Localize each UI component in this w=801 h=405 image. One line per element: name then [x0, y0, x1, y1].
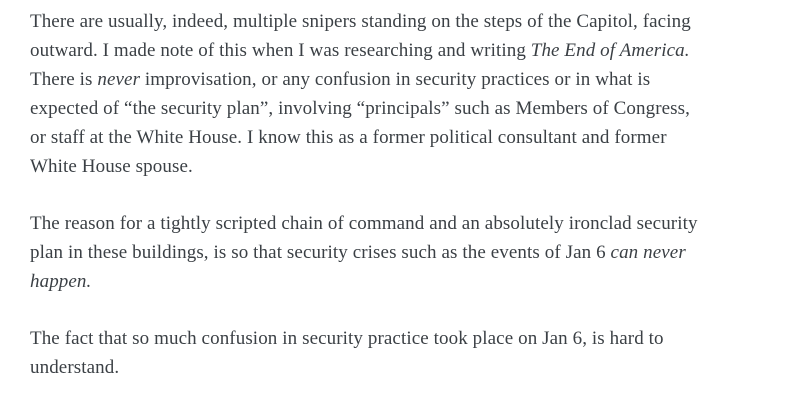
italic-text-run: happen. — [30, 271, 92, 292]
italic-text-run: never — [97, 69, 141, 90]
text-run: White House spouse. — [30, 156, 193, 177]
text-run: outward. I made note of this when I was researching and writing — [30, 40, 531, 61]
italic-text-run: can never — [610, 242, 686, 263]
paragraph — [30, 324, 777, 382]
italic-text-run: The End of America. — [530, 40, 690, 61]
text-run: or staff at the White House. I know this as a former political consultant and former — [30, 127, 667, 148]
paragraph — [30, 209, 777, 296]
text-run: There is — [30, 69, 98, 90]
text-run: expected of “the security plan”, involving “principals” such as Members of Congress, — [30, 98, 691, 119]
text-run: plan in these buildings, is so that security crises such as the events of Jan 6 — [30, 242, 611, 263]
text-run: The reason for a tightly scripted chain of command and an absolutely ironclad security — [30, 213, 698, 234]
paragraph — [30, 7, 777, 181]
text-run: understand. — [30, 357, 120, 378]
text-run: There are usually, indeed, multiple snipers standing on the steps of the Capitol, facing — [30, 11, 691, 32]
text-run: The fact that so much confusion in security practice took place on Jan 6, is hard to — [30, 328, 664, 349]
text-run: improvisation, or any confusion in security practices or in what is — [140, 69, 651, 90]
